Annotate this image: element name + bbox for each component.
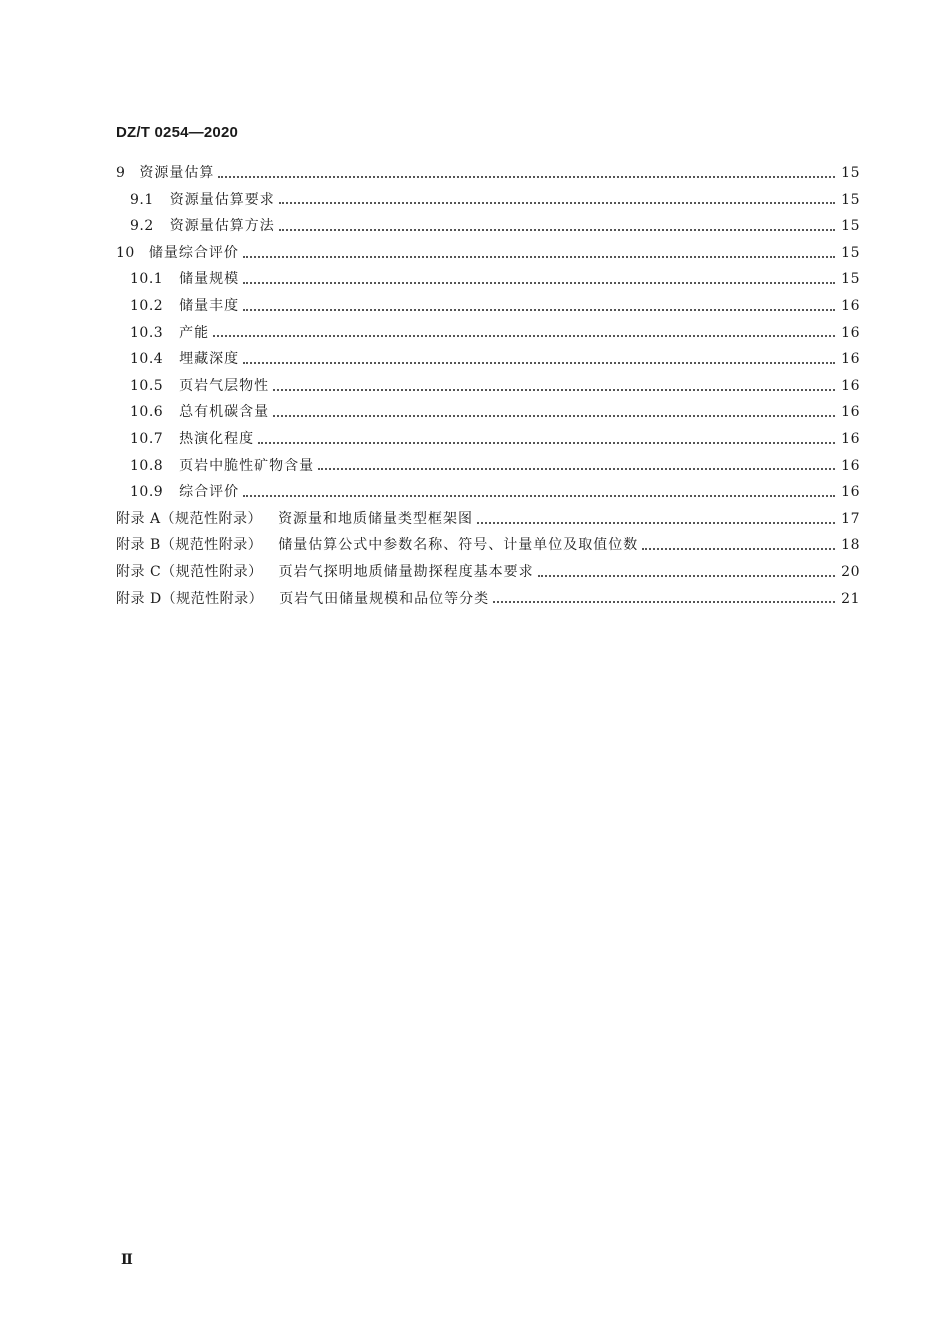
toc-entry-title: 资源量估算 <box>139 165 215 181</box>
toc-dot-leader <box>258 441 835 444</box>
toc-entry[interactable] <box>116 373 860 400</box>
toc-entry[interactable] <box>116 320 860 347</box>
toc-dot-leader <box>279 228 835 231</box>
toc-entry-page: 15 <box>841 244 860 261</box>
toc-dot-leader <box>243 361 835 364</box>
toc-entry-title: 资源量估算要求 <box>169 191 275 208</box>
toc-entry[interactable] <box>116 479 860 506</box>
toc-entry-number: 10.2 <box>130 297 164 314</box>
toc-entry-page: 16 <box>841 351 860 368</box>
toc-entry-title: 页岩气探明地质储量勘探程度基本要求 <box>278 563 534 580</box>
toc-entry[interactable] <box>116 586 860 613</box>
toc-entry-title: 埋藏深度 <box>179 351 240 368</box>
toc-entry-number: 10.4 <box>130 351 164 368</box>
document-code: DZ/T 0254—2020 <box>116 124 239 141</box>
toc-entry-page: 16 <box>841 297 860 314</box>
toc-entry[interactable] <box>116 532 860 559</box>
toc-entry-page: 15 <box>841 191 860 208</box>
toc-dot-leader <box>243 494 835 497</box>
toc-entry-page: 16 <box>841 404 860 421</box>
toc-entry-page: 18 <box>841 537 860 554</box>
toc-entry[interactable] <box>116 453 860 480</box>
toc-dot-leader <box>318 467 835 470</box>
toc-entry[interactable] <box>116 240 860 267</box>
toc-entry-number: 10.6 <box>130 404 164 421</box>
page-number-roman: Ⅱ <box>121 1252 133 1268</box>
toc-entry-number: 10.3 <box>130 324 164 341</box>
toc-entry-page: 15 <box>841 271 860 288</box>
toc-entry-number: 10.1 <box>130 271 164 288</box>
toc-entry-page: 16 <box>841 430 860 447</box>
toc-entry[interactable] <box>116 506 860 533</box>
toc-entry-title: 资源量估算方法 <box>169 218 275 235</box>
toc-entry[interactable] <box>116 293 860 320</box>
toc-entry-number: 9 <box>116 165 126 181</box>
toc-dot-leader <box>243 255 835 258</box>
table-of-contents <box>116 160 860 612</box>
toc-entry-title: 综合评价 <box>179 484 240 501</box>
toc-entry-title: 页岩中脆性矿物含量 <box>179 457 315 474</box>
toc-entry-number: 9.2 <box>130 218 154 235</box>
toc-entry-number: 附录 B（规范性附录） <box>116 537 263 554</box>
toc-entry-title: 储量综合评价 <box>148 244 239 261</box>
toc-entry-number: 10.5 <box>130 377 164 394</box>
toc-entry[interactable] <box>116 187 860 214</box>
toc-dot-leader <box>538 574 836 577</box>
toc-entry-title: 页岩气层物性 <box>179 377 270 394</box>
toc-entry-number: 9.1 <box>130 191 154 208</box>
toc-dot-leader <box>273 388 835 391</box>
toc-entry-title: 总有机碳含量 <box>179 404 270 421</box>
toc-dot-leader <box>279 201 835 204</box>
toc-entry[interactable] <box>116 266 860 293</box>
toc-entry-page: 16 <box>841 324 860 341</box>
toc-entry[interactable] <box>116 160 860 187</box>
toc-entry-title: 储量丰度 <box>179 297 240 314</box>
toc-entry-number: 10.7 <box>130 430 164 447</box>
toc-entry-page: 15 <box>841 218 860 235</box>
toc-entry-number: 10.8 <box>130 457 164 474</box>
toc-entry-number: 附录 A（规范性附录） <box>116 510 263 527</box>
toc-entry-number: 附录 C（规范性附录） <box>116 563 263 580</box>
toc-dot-leader <box>642 547 835 550</box>
toc-entry[interactable] <box>116 399 860 426</box>
toc-entry[interactable] <box>116 559 860 586</box>
toc-entry-number: 10.9 <box>130 484 164 501</box>
toc-entry-title: 页岩气田储量规模和品位等分类 <box>279 590 490 607</box>
toc-entry[interactable] <box>116 426 860 453</box>
toc-entry-page: 21 <box>841 590 860 607</box>
toc-entry-page: 16 <box>841 457 860 474</box>
toc-entry-page: 20 <box>841 563 860 580</box>
toc-dot-leader <box>477 521 835 524</box>
toc-entry-page: 16 <box>841 484 860 501</box>
toc-entry-title: 热演化程度 <box>179 430 255 447</box>
toc-dot-leader <box>243 281 835 284</box>
toc-entry[interactable] <box>116 346 860 373</box>
toc-entry-title: 资源量和地质储量类型框架图 <box>278 510 474 527</box>
toc-entry-page: 17 <box>841 510 860 527</box>
toc-entry-page: 16 <box>841 377 860 394</box>
toc-entry-number: 附录 D（规范性附录） <box>116 590 264 607</box>
toc-entry-title: 产能 <box>179 324 210 341</box>
toc-dot-leader <box>493 600 835 603</box>
toc-entry-number: 10 <box>116 244 135 261</box>
toc-entry-page: 15 <box>841 165 860 181</box>
toc-dot-leader <box>273 414 835 417</box>
toc-entry[interactable] <box>116 213 860 240</box>
toc-dot-leader <box>243 308 835 311</box>
toc-dot-leader <box>213 334 835 337</box>
toc-entry-title: 储量估算公式中参数名称、符号、计量单位及取值位数 <box>278 537 639 554</box>
toc-dot-leader <box>218 175 835 178</box>
toc-entry-title: 储量规模 <box>179 271 240 288</box>
